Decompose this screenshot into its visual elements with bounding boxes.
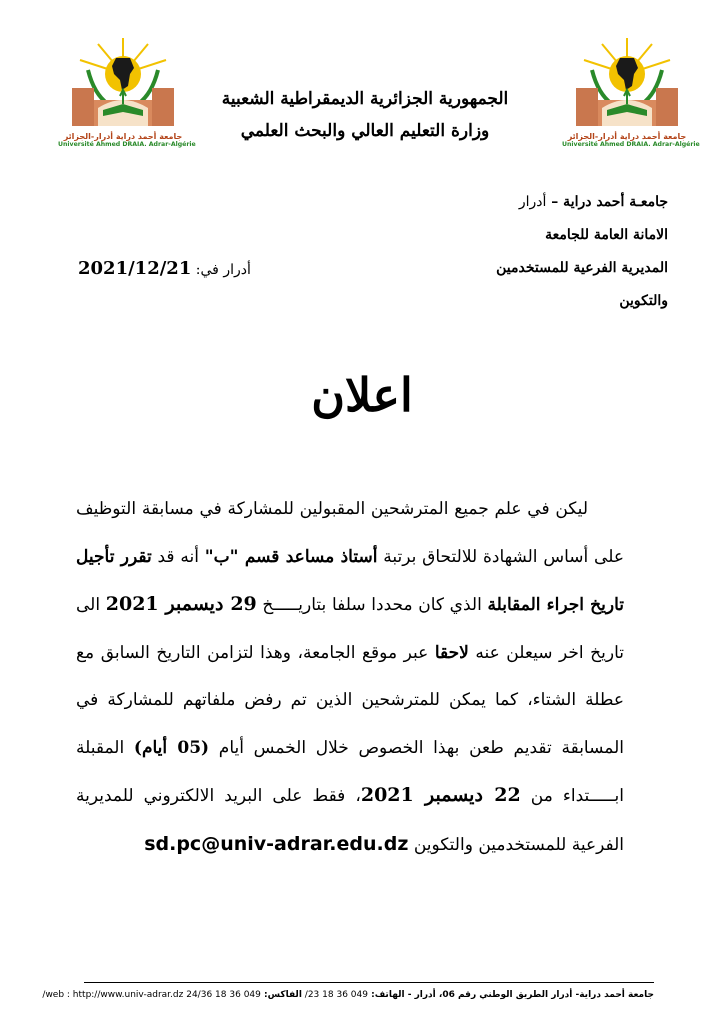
body-text-2: أنه قد (151, 546, 205, 567)
footer-phone-label: الهاتف: (367, 990, 405, 1000)
document-header (180, 86, 550, 144)
body-decision: تقرر تأجيل تاريخ اجراء المقابلة (76, 546, 624, 615)
date-value: 2021/12/21 (78, 258, 192, 279)
body-date-start: 22 ديسمبر 2021 (360, 784, 521, 806)
university-emblem-icon (58, 34, 188, 130)
logo-caption-ar: جامعة أحمد دراية أدرار-الجزائر (567, 132, 687, 141)
announcement-body (76, 486, 624, 869)
sender-directorate-line1: المديرية الفرعية للمستخدمين (496, 260, 668, 276)
footer-fax-label: الفاكس: (260, 990, 302, 1000)
date-place: أدرار في: (191, 262, 251, 278)
university-city: أدرار (518, 194, 547, 210)
body-text-3: الذي كان محددا سلفا بتاريـــــخ (256, 595, 488, 615)
republic-name: الجمهورية الجزائرية الديمقراطية الشعبية (221, 89, 509, 109)
body-later: لاحقا (434, 642, 469, 663)
footer-address: جامعة أحمد دراية- أدرار الطريق الوطني رقم 06، أدرار - (404, 990, 654, 1000)
university-emblem-icon (562, 34, 692, 130)
document-date (78, 258, 338, 279)
sender-secretariat: الامانة العامة للجامعة (545, 227, 668, 243)
sender-directorate-line2: والتكوين (619, 293, 668, 309)
document-footer (42, 990, 654, 1000)
body-text-5: عبر موقع الجامعة، وهذا لتزامن التاريخ السابق مع عطلة الشتاء، كما يمكن للمترشحين الذين تم رفض ملفاتهم للمشاركة في المسابقة تقديم طعن بهذا الخصوص خلال الخمس أيام (76, 642, 624, 758)
body-text-4: الى تاريخ اخر سيعلن عنه (76, 595, 624, 663)
logo-caption-fr: Université Ahmed DRAIA. Adrar-Algérie (58, 141, 196, 148)
university-logo-right (562, 34, 700, 154)
footer-divider (84, 982, 654, 983)
university-name: جامعـة أحمد دراية – (546, 194, 668, 210)
logo-caption-ar: جامعة أحمد دراية أدرار-الجزائر (63, 132, 183, 141)
contact-email: sd.pc@univ-adrar.edu.dz (144, 832, 409, 855)
body-text-1: ليكن في علم جميع المترشحين المقبولين للمشاركة في مسابقة التوظيف على أساس الشهادة للالتحاق برتبة (76, 499, 624, 567)
university-logo-left (58, 34, 196, 154)
body-days: (05 أيام) (133, 737, 210, 758)
footer-fax: 049 36 18 24/36 (186, 990, 261, 1000)
footer-web: web : http://www.univ-adrar.dz/ (42, 990, 187, 1000)
ministry-name: وزارة التعليم العالي والبحث العلمي (240, 121, 490, 141)
body-text-7: ، فقط على البريد الالكتروني للمديرية الفرعية للمستخدمين والتكوين (76, 786, 624, 855)
body-date-postponed: 29 ديسمبر 2021 (105, 593, 257, 615)
body-rank: أستاذ مساعد قسم "ب" (204, 546, 378, 567)
logo-caption-fr: Université Ahmed DRAIA. Adrar-Algérie (562, 141, 700, 148)
sender-university (408, 186, 668, 219)
announcement-title: اعلان (311, 368, 413, 422)
sender-block (408, 186, 668, 318)
body-text-6: المقبلة ابـــــتداء من (76, 737, 625, 806)
footer-phone: 049 36 18 23/ (301, 990, 368, 1000)
